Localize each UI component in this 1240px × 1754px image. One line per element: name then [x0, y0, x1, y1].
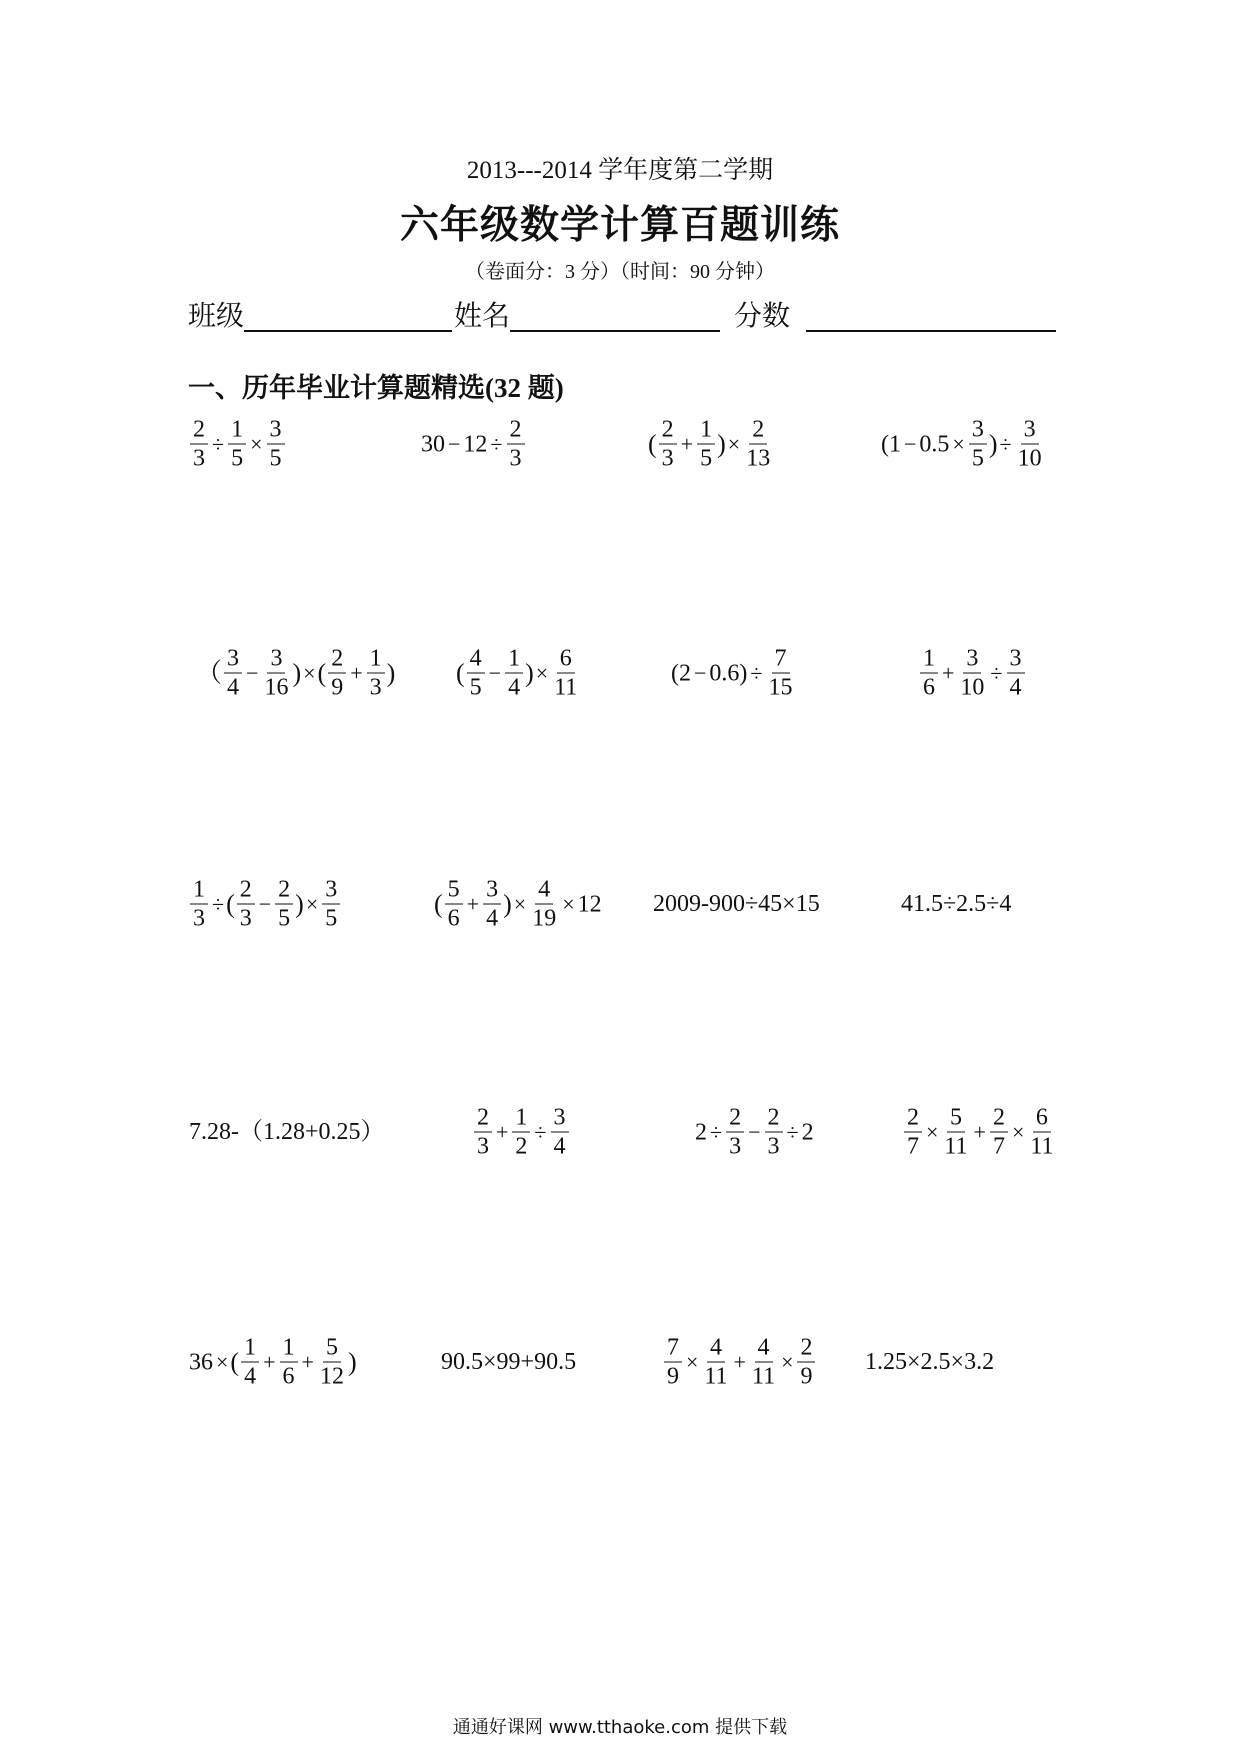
- expression-text: 12: [577, 891, 602, 917]
- fraction-denominator: 3: [193, 905, 205, 932]
- fraction-numerator: 4: [535, 878, 553, 905]
- math-problem: [456, 647, 581, 700]
- fraction-numerator: 3: [969, 418, 987, 445]
- fraction-denominator: 2: [515, 1133, 528, 1160]
- fraction-numerator: 2: [749, 418, 767, 445]
- math-problem: [652, 892, 821, 916]
- name-blank-line[interactable]: [510, 330, 720, 332]
- operator: ×: [216, 1349, 229, 1374]
- fraction-numerator: 2: [507, 418, 525, 445]
- parenthesis: ): [503, 889, 512, 918]
- operator: +: [263, 1349, 276, 1374]
- operator: ÷: [534, 1119, 547, 1144]
- class-blank-line[interactable]: [244, 330, 452, 332]
- fraction: [445, 878, 463, 931]
- fraction-denominator: 5: [971, 445, 984, 472]
- fraction-numerator: 3: [551, 1106, 569, 1133]
- fraction-denominator: 4: [244, 1363, 257, 1390]
- parenthesis: ): [386, 658, 396, 687]
- operator: ÷: [490, 431, 503, 456]
- fraction-numerator: 2: [275, 878, 293, 905]
- expression-text: 12: [463, 431, 488, 457]
- fraction-numerator: 3: [963, 647, 981, 674]
- operator: ÷: [990, 660, 1003, 685]
- fraction-numerator: 2: [904, 1106, 922, 1133]
- operator: ×: [305, 891, 319, 916]
- fraction-denominator: 5: [700, 445, 713, 472]
- fraction: [1028, 1106, 1055, 1159]
- fraction-denominator: 7: [992, 1133, 1005, 1160]
- class-label: 班级: [188, 301, 245, 332]
- score-blank-line[interactable]: [806, 330, 1056, 332]
- fraction-numerator: 1: [367, 647, 385, 674]
- fraction-denominator: 10: [960, 674, 985, 701]
- fraction: [990, 1106, 1008, 1159]
- fraction-denominator: 4: [486, 905, 499, 932]
- expression-text: 2: [801, 1119, 814, 1145]
- fraction-numerator: 1: [505, 647, 523, 674]
- fraction-denominator: 4: [1009, 674, 1022, 701]
- operator: ×: [952, 431, 965, 456]
- operator: ×: [686, 1349, 699, 1374]
- fraction-denominator: 6: [447, 905, 460, 932]
- fraction-denominator: 11: [944, 1133, 968, 1160]
- fraction-denominator: 3: [509, 445, 522, 472]
- operator: −: [748, 1119, 761, 1144]
- fraction: [664, 1336, 682, 1389]
- fraction-numerator: 3: [322, 878, 340, 905]
- fraction-numerator: 3: [224, 647, 242, 674]
- parenthesis: ): [295, 889, 304, 918]
- fraction-numerator: 2: [659, 418, 677, 445]
- fraction-numerator: 5: [947, 1106, 965, 1133]
- section-heading: 一、历年毕业计算题精选(32 题): [188, 373, 564, 403]
- fraction: [920, 647, 938, 700]
- operator: ×: [513, 891, 527, 916]
- fraction-denominator: 13: [746, 445, 771, 472]
- fraction: [958, 647, 986, 700]
- fraction-numerator: 5: [445, 878, 463, 905]
- math-problem: [648, 418, 774, 471]
- fraction: [318, 1336, 346, 1389]
- fraction-numerator: 3: [1021, 418, 1039, 445]
- fraction-numerator: 1: [920, 647, 938, 674]
- expression-text: 30: [421, 431, 445, 457]
- score-label: 分数: [734, 301, 791, 332]
- math-problem: [440, 1350, 577, 1374]
- fraction: [190, 878, 208, 931]
- operator: ×: [250, 431, 263, 456]
- fraction-denominator: 5: [278, 905, 291, 932]
- fraction-numerator: 2: [328, 647, 346, 674]
- expression-text: 2009-900÷45×15: [653, 891, 820, 917]
- fraction-numerator: 4: [755, 1336, 773, 1363]
- fraction: [507, 418, 525, 471]
- math-problem: [196, 647, 395, 700]
- fraction: [467, 647, 485, 700]
- parenthesis: ): [292, 658, 302, 687]
- fraction: [512, 1106, 530, 1159]
- operator: +: [301, 1349, 314, 1374]
- expression-text: (2: [671, 660, 691, 686]
- math-problem: [864, 1350, 995, 1374]
- fraction-denominator: 9: [667, 1363, 679, 1390]
- fraction: [505, 647, 523, 700]
- operator: ÷: [710, 1119, 723, 1144]
- fraction-denominator: 11: [554, 674, 578, 701]
- expression-text: 0.5: [919, 431, 950, 457]
- parenthesis: ): [988, 429, 998, 458]
- fraction-denominator: 6: [282, 1363, 295, 1390]
- parenthesis: (: [226, 889, 235, 918]
- fraction: [697, 418, 715, 471]
- math-problem: [434, 878, 603, 931]
- fraction: [280, 1336, 298, 1389]
- fraction-numerator: 2: [190, 418, 208, 445]
- operator: ×: [1011, 1119, 1025, 1144]
- math-problem: [694, 1106, 815, 1159]
- fraction-numerator: 1: [190, 878, 208, 905]
- fraction-numerator: 3: [483, 878, 501, 905]
- fraction-numerator: 6: [1033, 1106, 1051, 1133]
- fraction: [702, 1336, 729, 1389]
- page-title: 六年级数学计算百题训练: [399, 203, 840, 248]
- fraction-denominator: 9: [331, 674, 344, 701]
- fraction: [659, 418, 677, 471]
- fraction-numerator: 1: [697, 418, 715, 445]
- fraction-denominator: 3: [239, 905, 252, 932]
- fraction-numerator: 3: [267, 647, 285, 674]
- fraction-numerator: 2: [797, 1336, 815, 1363]
- fraction-denominator: 3: [767, 1133, 780, 1160]
- expression-text: 7.28-（1.28+0.25）: [189, 1119, 385, 1145]
- fraction-denominator: 5: [269, 445, 282, 472]
- fraction-denominator: 5: [231, 445, 244, 472]
- fraction: [262, 647, 290, 700]
- math-problem: [188, 878, 342, 931]
- fraction-denominator: 7: [907, 1133, 919, 1160]
- fraction: [767, 647, 795, 700]
- fraction: [275, 878, 293, 931]
- fraction: [267, 418, 285, 471]
- fraction: [322, 878, 340, 931]
- math-problem: [472, 1106, 571, 1159]
- fraction-denominator: 11: [1030, 1133, 1054, 1160]
- operator: ÷: [999, 431, 1012, 456]
- fraction: [1007, 647, 1025, 700]
- operator: ×: [535, 660, 549, 685]
- fraction: [483, 878, 501, 931]
- fraction-denominator: 12: [319, 1363, 344, 1390]
- fraction-denominator: 4: [227, 674, 240, 701]
- parenthesis: (: [434, 889, 443, 918]
- fraction: [474, 1106, 492, 1159]
- parenthesis: （: [196, 658, 223, 687]
- math-problem: [188, 1336, 357, 1389]
- parenthesis: (: [456, 658, 465, 687]
- operator: +: [733, 1349, 746, 1374]
- operator: −: [904, 431, 917, 456]
- fraction-denominator: 19: [532, 905, 557, 932]
- expression-text: (1: [881, 431, 901, 457]
- fraction-numerator: 4: [707, 1336, 725, 1363]
- operator: +: [496, 1119, 509, 1144]
- fraction: [237, 878, 255, 931]
- math-problem: [662, 1336, 817, 1389]
- operator: −: [488, 660, 502, 685]
- fraction-denominator: 10: [1017, 445, 1042, 472]
- expression-text: 1.25×2.5×3.2: [865, 1349, 995, 1375]
- fraction-denominator: 3: [193, 445, 205, 472]
- operator: −: [694, 660, 707, 685]
- name-label: 姓名: [454, 301, 511, 332]
- fraction-numerator: 3: [1007, 647, 1025, 674]
- fraction-numerator: 7: [772, 647, 790, 674]
- fraction-numerator: 2: [237, 878, 255, 905]
- fraction: [228, 418, 246, 471]
- score-time-note: （卷面分：3 分）（时间：90 分钟）: [465, 261, 775, 283]
- operator: ×: [781, 1349, 794, 1374]
- parenthesis: ): [525, 658, 534, 687]
- fraction-numerator: 4: [467, 647, 485, 674]
- expression-text: 0.6): [709, 660, 748, 686]
- fraction: [750, 1336, 777, 1389]
- operator: +: [942, 660, 955, 685]
- expression-text: 2: [695, 1119, 707, 1145]
- fraction-denominator: 3: [661, 445, 674, 472]
- fraction: [530, 878, 558, 931]
- fraction: [224, 647, 242, 700]
- operator: +: [466, 891, 480, 916]
- operator: +: [680, 431, 694, 456]
- math-problem: [670, 647, 797, 700]
- fraction-numerator: 2: [765, 1106, 783, 1133]
- math-problem: [420, 418, 527, 471]
- fraction: [190, 418, 208, 471]
- fraction-numerator: 7: [664, 1336, 682, 1363]
- math-problem: [880, 418, 1046, 471]
- operator: ×: [303, 660, 316, 685]
- fraction-denominator: 5: [469, 674, 482, 701]
- parenthesis: (: [230, 1347, 240, 1376]
- fraction-denominator: 3: [477, 1133, 489, 1160]
- fraction-denominator: 3: [369, 674, 382, 701]
- fraction-denominator: 4: [553, 1133, 566, 1160]
- operator: ×: [562, 891, 575, 916]
- operator: ×: [727, 431, 741, 456]
- math-problem: [188, 418, 287, 471]
- fraction: [942, 1106, 969, 1159]
- operator: +: [973, 1119, 986, 1144]
- operator: −: [246, 660, 259, 685]
- parenthesis: ): [347, 1347, 357, 1376]
- fraction-numerator: 1: [280, 1336, 298, 1363]
- math-problem: [900, 892, 1012, 916]
- expression-text: 36: [189, 1349, 213, 1375]
- fraction: [969, 418, 987, 471]
- math-problem: [902, 1106, 1057, 1159]
- fraction-numerator: 1: [241, 1336, 259, 1363]
- fraction: [726, 1106, 744, 1159]
- term-line: 2013---2014 学年度第二学期: [466, 157, 774, 184]
- parenthesis: (: [317, 658, 327, 687]
- fraction-numerator: 1: [228, 418, 246, 445]
- operator: −: [258, 891, 272, 916]
- parenthesis: (: [648, 429, 657, 458]
- operator: ÷: [212, 431, 225, 456]
- fraction-numerator: 3: [267, 418, 285, 445]
- operator: +: [350, 660, 363, 685]
- math-problem: [188, 1120, 386, 1144]
- fraction-numerator: 5: [323, 1336, 341, 1363]
- fraction: [551, 1106, 569, 1159]
- fraction-denominator: 4: [508, 674, 521, 701]
- operator: ÷: [750, 660, 763, 685]
- fraction-numerator: 2: [990, 1106, 1008, 1133]
- fraction-denominator: 11: [704, 1363, 728, 1390]
- fraction-numerator: 6: [557, 647, 575, 674]
- fraction: [765, 1106, 783, 1159]
- math-problem: [918, 647, 1027, 700]
- fraction: [241, 1336, 259, 1389]
- operator: ×: [926, 1119, 939, 1144]
- fraction-denominator: 3: [729, 1133, 742, 1160]
- fraction-numerator: 2: [474, 1106, 492, 1133]
- operator: ÷: [212, 891, 225, 916]
- footer-credit: 通通好课网 www.tthaoke.com 提供下载: [452, 1717, 788, 1738]
- fraction: [367, 647, 385, 700]
- operator: ÷: [786, 1119, 799, 1144]
- fraction-denominator: 16: [264, 674, 289, 701]
- fraction-numerator: 2: [726, 1106, 744, 1133]
- fraction-denominator: 15: [768, 674, 793, 701]
- expression-text: 90.5×99+90.5: [441, 1349, 577, 1375]
- fraction-numerator: 1: [512, 1106, 530, 1133]
- fraction: [744, 418, 772, 471]
- fraction: [1016, 418, 1044, 471]
- student-info-row: [188, 294, 1058, 334]
- fraction: [552, 647, 579, 700]
- fraction: [904, 1106, 922, 1159]
- fraction-denominator: 6: [923, 674, 935, 701]
- fraction: [797, 1336, 815, 1389]
- fraction-denominator: 5: [325, 905, 338, 932]
- fraction-denominator: 9: [800, 1363, 813, 1390]
- parenthesis: ): [717, 429, 726, 458]
- fraction-denominator: 11: [751, 1363, 776, 1390]
- operator: −: [448, 431, 461, 456]
- expression-text: 41.5÷2.5÷4: [901, 891, 1012, 917]
- fraction: [328, 647, 346, 700]
